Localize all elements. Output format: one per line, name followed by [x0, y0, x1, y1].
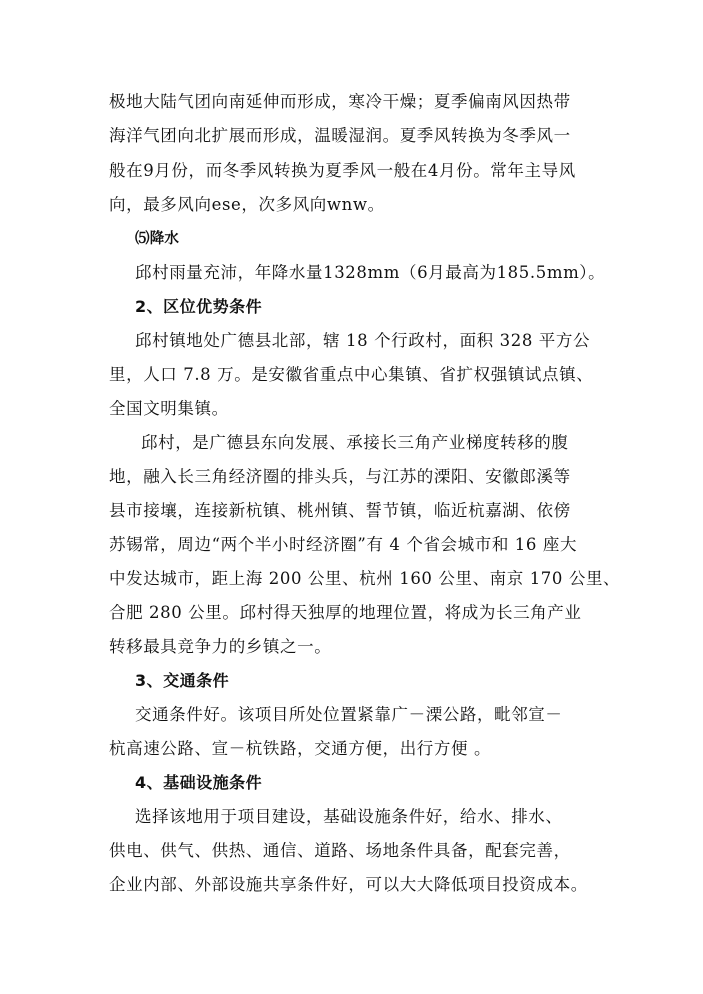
paragraph-line-qiucun-5: 中发达城市，距上海 200 公里、杭州 160 公里、南京 170 公里、	[109, 569, 621, 588]
paragraph-line-transport-1: 交通条件好。该项目所处位置紧靠广－溧公路，毗邻宣－	[135, 705, 563, 724]
section-heading-infrastructure: 4、基础设施条件	[135, 773, 263, 792]
paragraph-line-qiucun-6: 合肥 280 公里。邱村得天独厚的地理位置，将成为长三角产业	[109, 603, 582, 622]
paragraph-line-climate-1: 极地大陆气团向南延伸而形成，寒冷干燥；夏季偏南风因热带	[109, 92, 571, 111]
paragraph-line-transport-2: 杭高速公路、宣－杭铁路，交通方便，出行方便 。	[109, 739, 492, 758]
paragraph-line-climate-4: 向，最多风向ese，次多风向wnw。	[109, 195, 385, 214]
section-heading-transport: 3、交通条件	[135, 671, 230, 690]
paragraph-line-climate-3: 般在9月份，而冬季风转换为夏季风一般在4月份。常年主导风	[109, 161, 576, 180]
paragraph-line-qiucun-4: 苏锡常，周边“两个半小时经济圈”有 4 个省会城市和 16 座大	[109, 535, 578, 554]
paragraph-line-qiucun-3: 县市接壤，连接新杭镇、桃州镇、誓节镇，临近杭嘉湖、依傍	[109, 501, 571, 520]
paragraph-line-climate-2: 海洋气团向北扩展而形成，温暖湿润。夏季风转换为冬季风一	[109, 126, 571, 145]
section-heading-precipitation: ⑸降水	[135, 231, 180, 247]
paragraph-line-qiucun-2: 地，融入长三角经济圈的排头兵，与江苏的溧阳、安徽郎溪等	[109, 467, 571, 486]
paragraph-line-qiucun-7: 转移最具竞争力的乡镇之一。	[109, 637, 332, 656]
paragraph-line-infrastructure-3: 企业内部、外部设施共享条件好，可以大大降低项目投资成本。	[109, 875, 588, 894]
paragraph-line-location-1: 邱村镇地处广德县北部，辖 18 个行政村，面积 328 平方公	[135, 331, 591, 350]
paragraph-line-location-3: 全国文明集镇。	[109, 399, 229, 418]
paragraph-line-infrastructure-2: 供电、供气、供热、通信、道路、场地条件具备，配套完善，	[109, 841, 571, 860]
paragraph-line-infrastructure-1: 选择该地用于项目建设，基础设施条件好，给水、排水、	[135, 807, 563, 826]
paragraph-line-precipitation: 邱村雨量充沛，年降水量1328mm（6月最高为185.5mm）。	[135, 263, 606, 282]
paragraph-line-qiucun-1: 邱村，是广德县东向发展、承接长三角产业梯度转移的腹	[141, 433, 569, 452]
paragraph-line-location-2: 里，人口 7.8 万。是安徽省重点中心集镇、省扩权强镇试点镇、	[109, 365, 594, 384]
section-heading-location: 2、区位优势条件	[135, 297, 263, 316]
